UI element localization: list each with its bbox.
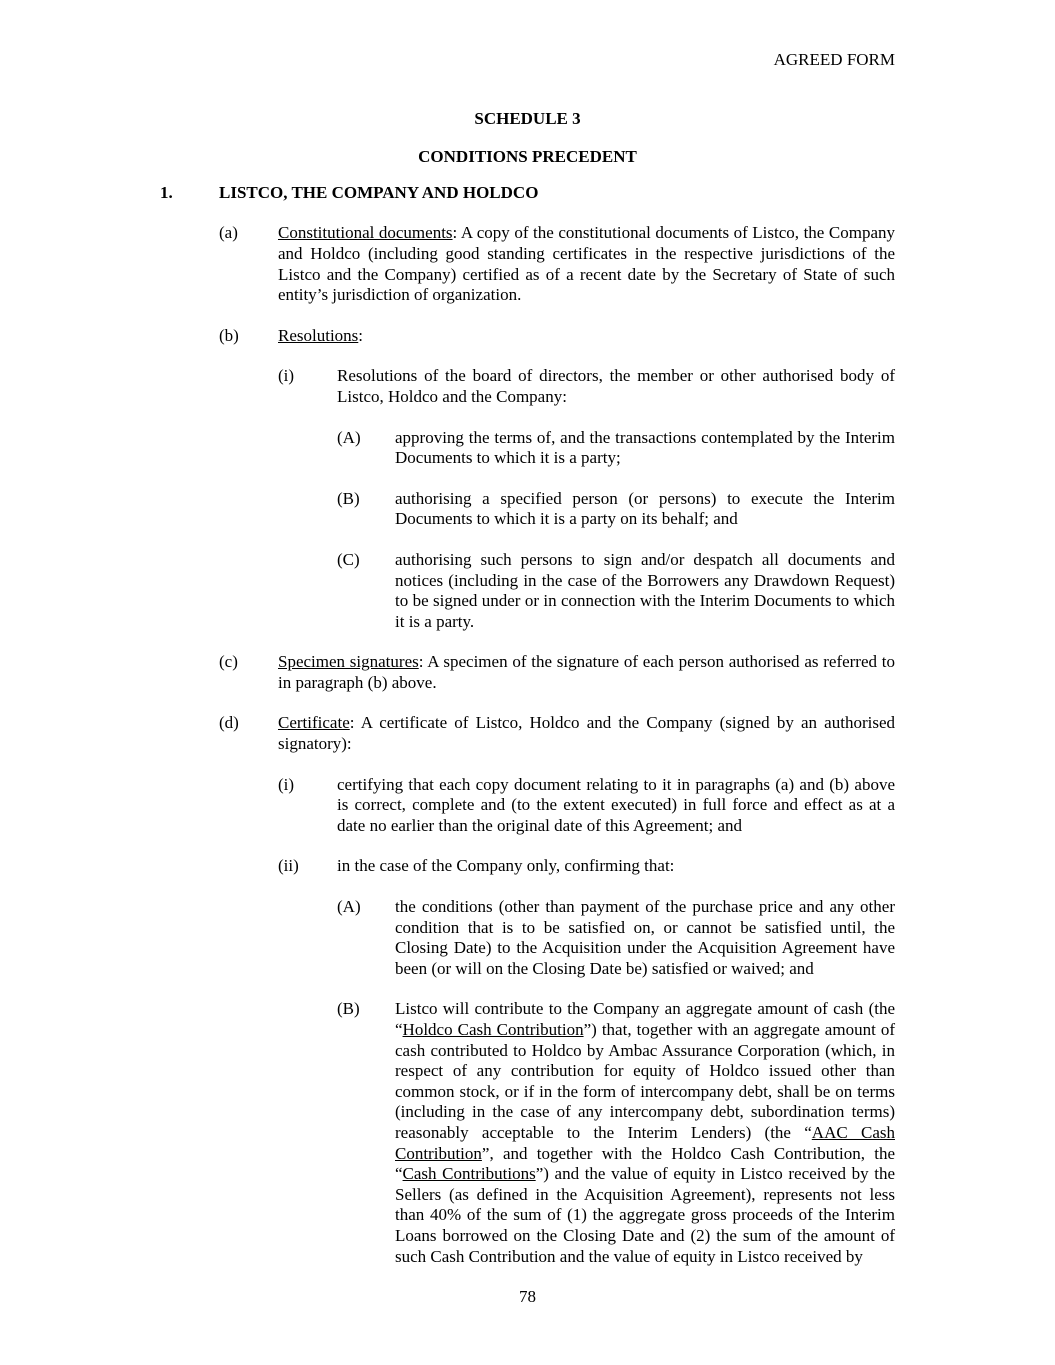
clause-b-i-A-text: approving the terms of, and the transactions contemplated by the Interim Documents to which it is a party; — [395, 427, 895, 468]
clause-a-label: (a) — [219, 223, 238, 243]
clause-d-i-text: certifying that each copy document relating to it in paragraphs (a) and (b) above is correct, complete and (to the extent executed) in full force and effect as at a date no earlier than the original date of this Agreement; and — [337, 774, 895, 835]
clause-b-i-C — [337, 550, 895, 632]
section-1-number: 1. — [160, 182, 173, 202]
clause-c-text: Specimen signatures: A specimen of the signature of each person authorised as referred to in paragraph (b) above. — [278, 652, 895, 692]
clause-d-ii-B — [337, 999, 895, 1267]
clause-d — [219, 713, 895, 754]
clause-c-label: (c) — [219, 652, 238, 672]
clause-d-ii — [278, 856, 895, 877]
clause-b — [219, 326, 895, 347]
page-footer — [0, 1287, 1055, 1308]
clause-b-label: (b) — [219, 325, 239, 345]
clause-d-text: Certificate: A certificate of Listco, Holdco and the Company (signed by an authorised signatory): — [278, 713, 895, 754]
clause-c — [219, 652, 895, 693]
clause-b-i-A-label: (A) — [337, 427, 361, 447]
section-1-heading-row — [160, 183, 895, 204]
clause-b-i-A — [337, 428, 895, 469]
clause-d-ii-A — [337, 897, 895, 979]
clause-b-i-text: Resolutions of the board of directors, the member or other authorised body of Listco, Holdco and the Company: — [337, 366, 895, 406]
clause-d-label: (d) — [219, 713, 239, 733]
clause-d-ii-label: (ii) — [278, 856, 299, 876]
clause-d-i-label: (i) — [278, 774, 295, 794]
clause-b-i-B-label: (B) — [337, 488, 360, 508]
document-header — [160, 50, 895, 71]
section-1-heading: LISTCO, THE COMPANY AND HOLDCO — [219, 182, 539, 202]
clause-d-i — [278, 775, 895, 837]
clause-d-ii-B-label: (B) — [337, 999, 360, 1019]
clause-d-ii-text: in the case of the Company only, confirming that: — [337, 856, 675, 876]
clause-a — [219, 223, 895, 305]
clause-d-ii-A-text: the conditions (other than payment of the purchase price and any other condition that is to be satisfied on, or cannot be satisfied until, the Closing Date) to the Acquisition under the Acquisition Agreement have been (or will on the Closing Date be) satisfied or waived; and — [395, 897, 895, 978]
schedule-title: SCHEDULE 3 — [474, 108, 581, 128]
clause-b-i-C-label: (C) — [337, 549, 360, 569]
clause-b-i-B — [337, 489, 895, 530]
clause-b-i-C-text: authorising such persons to sign and/or despatch all documents and notices (including in the case of the Borrowers any Drawdown Request) to be signed under or in connection with the Interim Documents to which it is a party. — [395, 549, 895, 631]
clause-b-i-label: (i) — [278, 366, 295, 386]
clause-d-ii-B-text: Listco will contribute to the Company an aggregate amount of cash (the “Holdco Cash Contribution”) that, together with an aggregate amount of cash contributed to Holdco by Ambac Assurance Corporation (which, in respect of any contribution for equity of Holdco issued other than common stock, or if in the form of intercompany debt, shall be on terms (including in the case of any intercompany debt, subordination terms) reasonably acceptable to the Interim Lenders) (the “AAC Cash Contribution”, and together with the Holdco Cash Contribution, the “Cash Contributions”) and the value of equity in Listco received by the Sellers (as defined in the Acquisition Agreement), represents not less than 40% of the sum of (1) the aggregate gross proceeds of the Interim Loans borrowed on the Closing Date and (2) the sum of the amount of such Cash Contribution and the value of equity in Listco received by — [395, 999, 895, 1266]
clause-a-text: Constitutional documents: A copy of the constitutional documents of Listco, the Company and Holdco (including good standing certificates in the respective jurisdictions of the Listco and the Company) certified as of a recent date by the Secretary of State of such entity’s jurisdiction of organization. — [278, 223, 895, 305]
page-number: 78 — [519, 1287, 536, 1307]
clause-b-text: Resolutions: — [278, 325, 364, 345]
document-subtitle: CONDITIONS PRECEDENT — [418, 147, 637, 167]
agreed-form-label: AGREED FORM — [773, 50, 895, 69]
clause-b-i — [278, 366, 895, 407]
clause-d-ii-A-label: (A) — [337, 897, 361, 917]
clause-b-i-B-text: authorising a specified person (or persons) to execute the Interim Documents to which it is a party on its behalf; and — [395, 488, 895, 529]
